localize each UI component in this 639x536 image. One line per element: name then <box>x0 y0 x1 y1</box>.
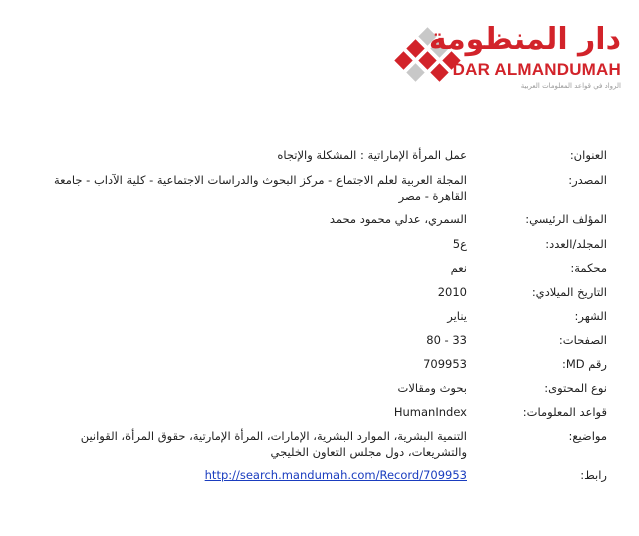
field-value: السمري، عدلي محمود محمد <box>329 212 467 226</box>
field-value: HumanIndex <box>393 405 467 419</box>
field-label: الشهر: <box>574 309 607 323</box>
field-label: نوع المحتوى: <box>544 381 607 395</box>
record-link[interactable]: http://search.mandumah.com/Record/709953 <box>204 468 467 482</box>
field-label: العنوان: <box>569 148 607 162</box>
field-label: رابط: <box>580 468 607 482</box>
field-label: التاريخ الميلادي: <box>531 285 607 299</box>
logo-tagline: الرواد في قواعد المعلومات العربية <box>520 82 621 90</box>
field-label: المصدر: <box>568 173 607 187</box>
field-label: رقم MD: <box>561 357 607 371</box>
field-value: 33 - 80 <box>426 333 467 347</box>
field-value: 2010 <box>437 285 467 299</box>
field-value: يناير <box>447 309 467 323</box>
field-value: ع5 <box>452 237 467 251</box>
dar-almandumah-logo <box>391 22 621 102</box>
logo-arabic-name: دار المنظومة <box>428 22 621 57</box>
field-value: 709953 <box>423 357 467 371</box>
field-value: بحوث ومقالات <box>397 381 467 395</box>
field-label: محكمة: <box>570 261 607 275</box>
field-value: التنمية البشرية، الموارد البشرية، الإمارات، المرأة الإمارتية، حقوق المرأة، القوانين والتشريعات، دول مجلس التعاون الخليجي <box>80 429 467 459</box>
field-label: قواعد المعلومات: <box>522 405 607 419</box>
logo-english-name: DAR ALMANDUMAH <box>452 60 621 79</box>
field-label: المجلد/العدد: <box>545 237 607 251</box>
field-value: عمل المرأة الإماراتية : المشكلة والإتجاه <box>277 148 467 162</box>
field-label: المؤلف الرئيسي: <box>525 212 607 226</box>
field-value: نعم <box>450 261 467 275</box>
field-label: مواضيع: <box>568 429 607 443</box>
field-label: الصفحات: <box>558 333 607 347</box>
field-value: المجلة العربية لعلم الاجتماع - مركز البحوث والدراسات الاجتماعية - كلية الآداب - جامعة القاهرة - مصر <box>54 173 467 203</box>
